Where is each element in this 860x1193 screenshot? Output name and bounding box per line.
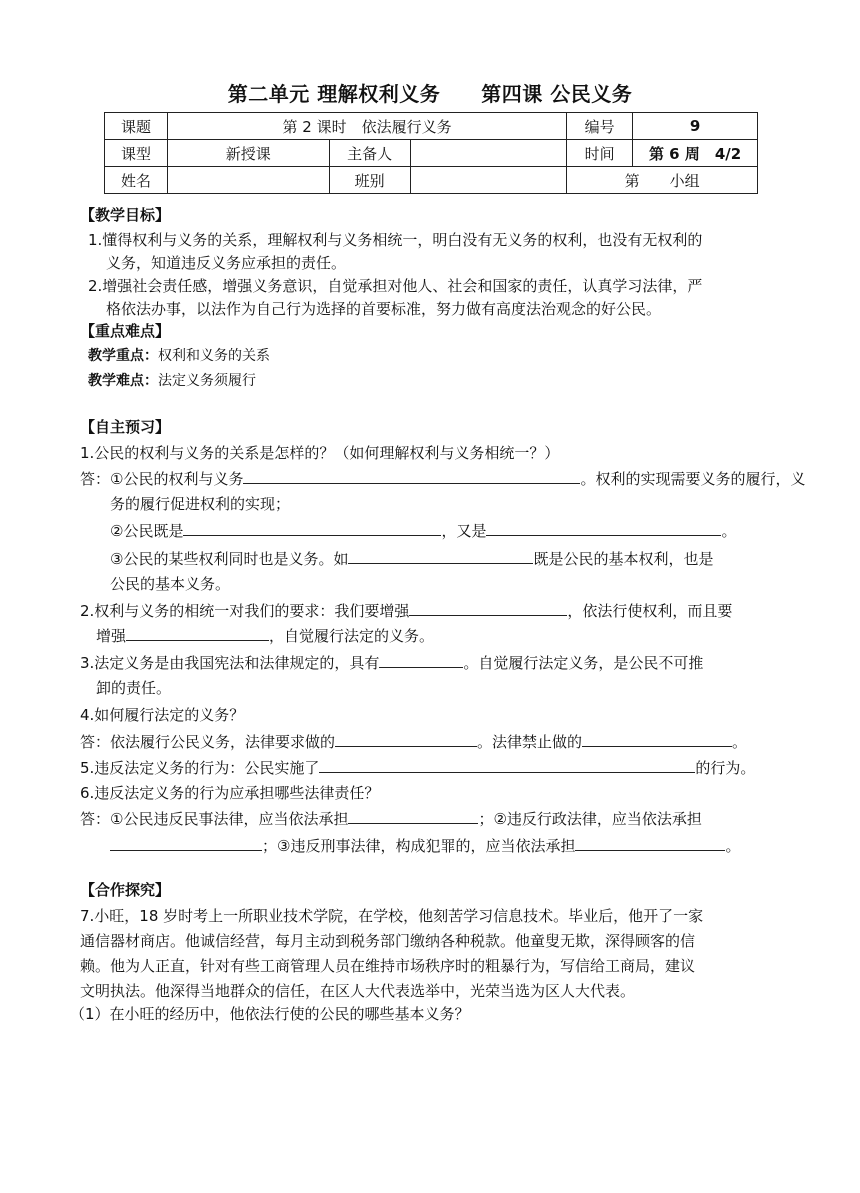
blank-field[interactable] — [335, 732, 477, 747]
answer-6b — [110, 835, 740, 856]
value-topic: 第 2 课时 依法履行义务 — [167, 113, 566, 140]
blank-field[interactable] — [409, 601, 567, 616]
lesson-info-table — [104, 112, 758, 194]
blank-field[interactable] — [348, 809, 478, 824]
case-paragraph-line-2: 通信器材商店。他诚信经营，每月主动到税务部门缴纳各种税款。他童叟无欺，深得顾客的信 — [80, 932, 696, 950]
focus-line — [88, 345, 270, 365]
difficulty-text: 法定义务须履行 — [158, 373, 256, 389]
blank-field[interactable] — [126, 626, 269, 641]
answer-text: 。权利的实现需要义务的履行，义 — [580, 470, 806, 488]
blank-field[interactable] — [379, 653, 463, 668]
case-question-1: （1）在小旺的经历中，他依法行使的公民的哪些基本义务？ — [70, 1005, 470, 1023]
question-6: 6.违反法定义务的行为应承担哪些法律责任？ — [80, 784, 380, 802]
answer-text: 答：依法履行公民义务，法律要求做的 — [80, 733, 336, 751]
answer-text: 答：①公民的权利与义务 — [80, 470, 244, 488]
value-name[interactable] — [167, 167, 329, 194]
answer-text: ，又是 — [441, 522, 487, 540]
goals-heading: 【教学目标】 — [80, 206, 171, 224]
blank-field[interactable] — [582, 732, 732, 747]
answer-text: 答：①公民违反民事法律，应当依法承担 — [80, 810, 349, 828]
value-group: 第 小组 — [567, 167, 758, 194]
focus-label: 教学重点： — [88, 348, 158, 364]
goal-2-line-1: 2.增强社会责任感，增强义务意识，自觉承担对他人、社会和国家的责任，认真学习法律，严 — [88, 277, 703, 295]
answer-text: ③公民的某些权利同时也是义务。如 — [110, 550, 349, 568]
question-text: 的行为。 — [695, 759, 756, 777]
answer-text: 。 — [721, 522, 737, 540]
answer-1b: 务的履行促进权利的实现； — [110, 495, 291, 513]
question-text: 。自觉履行法定义务，是公民不可推 — [463, 654, 704, 672]
table-row — [105, 167, 758, 194]
focus-text: 权利和义务的关系 — [158, 348, 270, 364]
answer-text: ；③违反刑事法律，构成犯罪的，应当依法承担 — [262, 837, 576, 855]
coop-heading: 【合作探究】 — [80, 881, 171, 899]
value-number: 9 — [633, 113, 758, 140]
value-class[interactable] — [410, 167, 567, 194]
case-paragraph-line-1: 7.小旺，18 岁时考上一所职业技术学院，在学校，他刻苦学习信息技术。毕业后，他开了一家 — [80, 907, 704, 925]
goal-1-line-1: 1.懂得权利与义务的关系，理解权利与义务相统一，明白没有无义务的权利，也没有无权利的 — [88, 231, 703, 249]
question-text: 增强 — [96, 627, 127, 645]
answer-6a — [80, 808, 702, 829]
blank-field[interactable] — [348, 549, 533, 564]
question-1: 1.公民的权利与义务的关系是怎样的？（如何理解权利与义务相统一？） — [80, 444, 560, 462]
value-type: 新授课 — [167, 140, 329, 167]
goal-2-line-2: 格依法办事，以法作为自己行为选择的首要标准，努力做有高度法治观念的好公民。 — [106, 300, 662, 318]
question-text: ，依法行使权利，而且要 — [567, 602, 733, 620]
label-time: 时间 — [567, 140, 633, 167]
answer-1a — [80, 468, 805, 489]
answer-1c — [110, 520, 736, 541]
blank-field[interactable] — [243, 469, 580, 484]
answer-text: ②公民既是 — [110, 522, 184, 540]
value-time: 第 6 周 4/2 — [633, 140, 758, 167]
answer-1e: 公民的基本义务。 — [110, 575, 231, 593]
question-2a — [80, 600, 732, 621]
key-heading: 【重点难点】 — [80, 322, 171, 340]
question-text: 2.权利与义务的相统一对我们的要求：我们要增强 — [80, 602, 410, 620]
answer-text: 。法律禁止做的 — [477, 733, 583, 751]
table-row — [105, 113, 758, 140]
question-3a — [80, 652, 703, 673]
question-3b: 卸的责任。 — [96, 679, 172, 697]
blank-field[interactable] — [110, 836, 262, 851]
goal-1-line-2: 义务，知道违反义务应承担的责任。 — [106, 254, 347, 272]
case-paragraph-line-3: 赖。他为人正直，针对有些工商管理人员在维持市场秩序时的粗暴行为，写信给工商局，建议 — [80, 957, 696, 975]
question-2b — [96, 625, 434, 646]
answer-text: ；②违反行政法律，应当依法承担 — [478, 810, 702, 828]
label-name: 姓名 — [105, 167, 168, 194]
difficulty-label: 教学难点： — [88, 373, 158, 389]
label-preparer: 主备人 — [329, 140, 410, 167]
table-row — [105, 140, 758, 167]
blank-field[interactable] — [575, 836, 725, 851]
preview-heading: 【自主预习】 — [80, 418, 171, 436]
blank-field[interactable] — [319, 758, 695, 773]
question-text: 3.法定义务是由我国宪法和法律规定的，具有 — [80, 654, 380, 672]
label-type: 课型 — [105, 140, 168, 167]
blank-field[interactable] — [183, 521, 441, 536]
difficulty-line — [88, 370, 256, 390]
answer-text: 既是公民的基本权利，也是 — [533, 550, 714, 568]
question-4: 4.如何履行法定的义务？ — [80, 706, 245, 724]
blank-field[interactable] — [486, 521, 721, 536]
question-text: ，自觉履行法定的义务。 — [269, 627, 435, 645]
label-topic: 课题 — [105, 113, 168, 140]
answer-text: 。 — [732, 733, 748, 751]
question-text: 5.违反法定义务的行为：公民实施了 — [80, 759, 320, 777]
label-number: 编号 — [567, 113, 633, 140]
answer-1d — [110, 548, 713, 569]
answer-4 — [80, 731, 747, 752]
answer-text: 。 — [725, 837, 741, 855]
label-class: 班别 — [329, 167, 410, 194]
case-paragraph-line-4: 文明执法。他深得当地群众的信任，在区人大代表选举中，光荣当选为区人大代表。 — [80, 982, 636, 1000]
question-5 — [80, 757, 755, 778]
page-title: 第二单元 理解权利义务 第四课 公民义务 — [227, 82, 633, 106]
value-preparer[interactable] — [410, 140, 567, 167]
